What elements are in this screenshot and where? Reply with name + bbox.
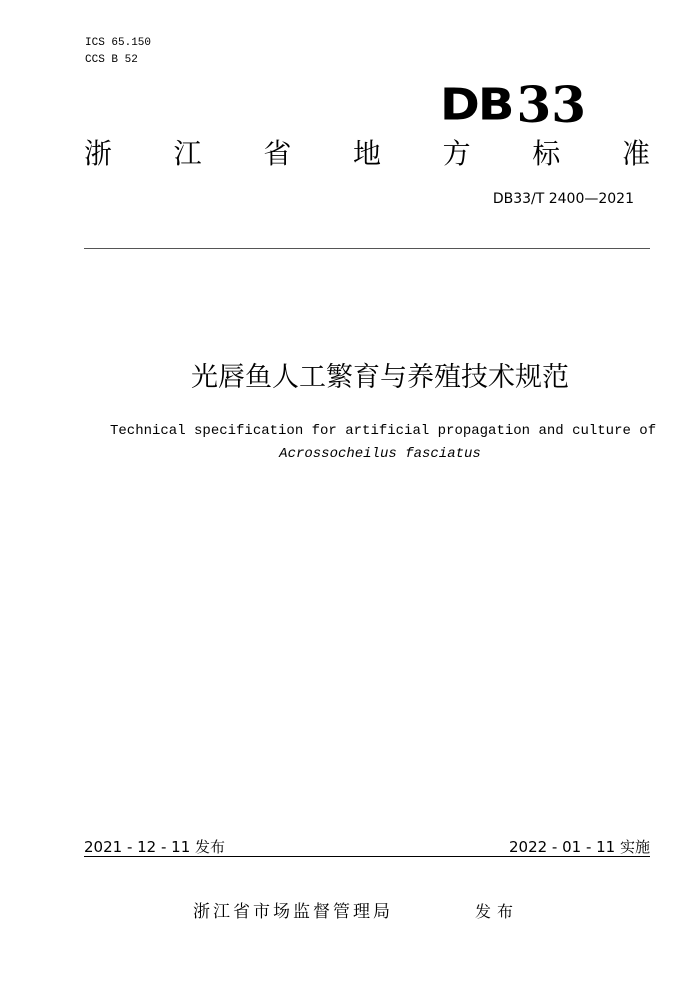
bottom-divider — [84, 856, 650, 857]
issue-label: 发布 — [475, 902, 520, 921]
implement-date: 2022 - 01 - 11 实施 — [508, 838, 650, 856]
publish-date: 2021 - 12 - 11 发布 — [84, 838, 226, 856]
standard-type-title — [84, 134, 650, 174]
standard-type-char: 地 — [352, 137, 381, 170]
top-divider — [84, 248, 650, 249]
document-title-chinese: 光唇鱼人工繁育与养殖技术规范 — [191, 362, 569, 393]
standard-type-char: 方 — [442, 137, 471, 170]
issuing-authority: 浙江省市场监督管理局 — [193, 902, 393, 922]
ccs-code: CCS B 52 — [85, 54, 138, 66]
db-logo-letters: DB — [440, 79, 513, 131]
db33-logo — [440, 72, 586, 132]
document-title-english-species: Acrossocheilus fasciatus — [279, 446, 481, 462]
ics-code: ICS 65.150 — [85, 37, 152, 49]
standard-type-char: 标 — [532, 137, 561, 170]
standard-type-char: 准 — [621, 137, 650, 170]
standard-number: DB33/T 2400—2021 — [492, 191, 634, 207]
standard-type-char: 省 — [263, 137, 292, 170]
document-title-english: Technical specification for artificial propagation and culture of — [110, 423, 657, 439]
standard-type-char: 江 — [173, 137, 202, 170]
db-logo-number: 33 — [516, 75, 587, 134]
standard-type-char: 浙 — [84, 137, 113, 170]
